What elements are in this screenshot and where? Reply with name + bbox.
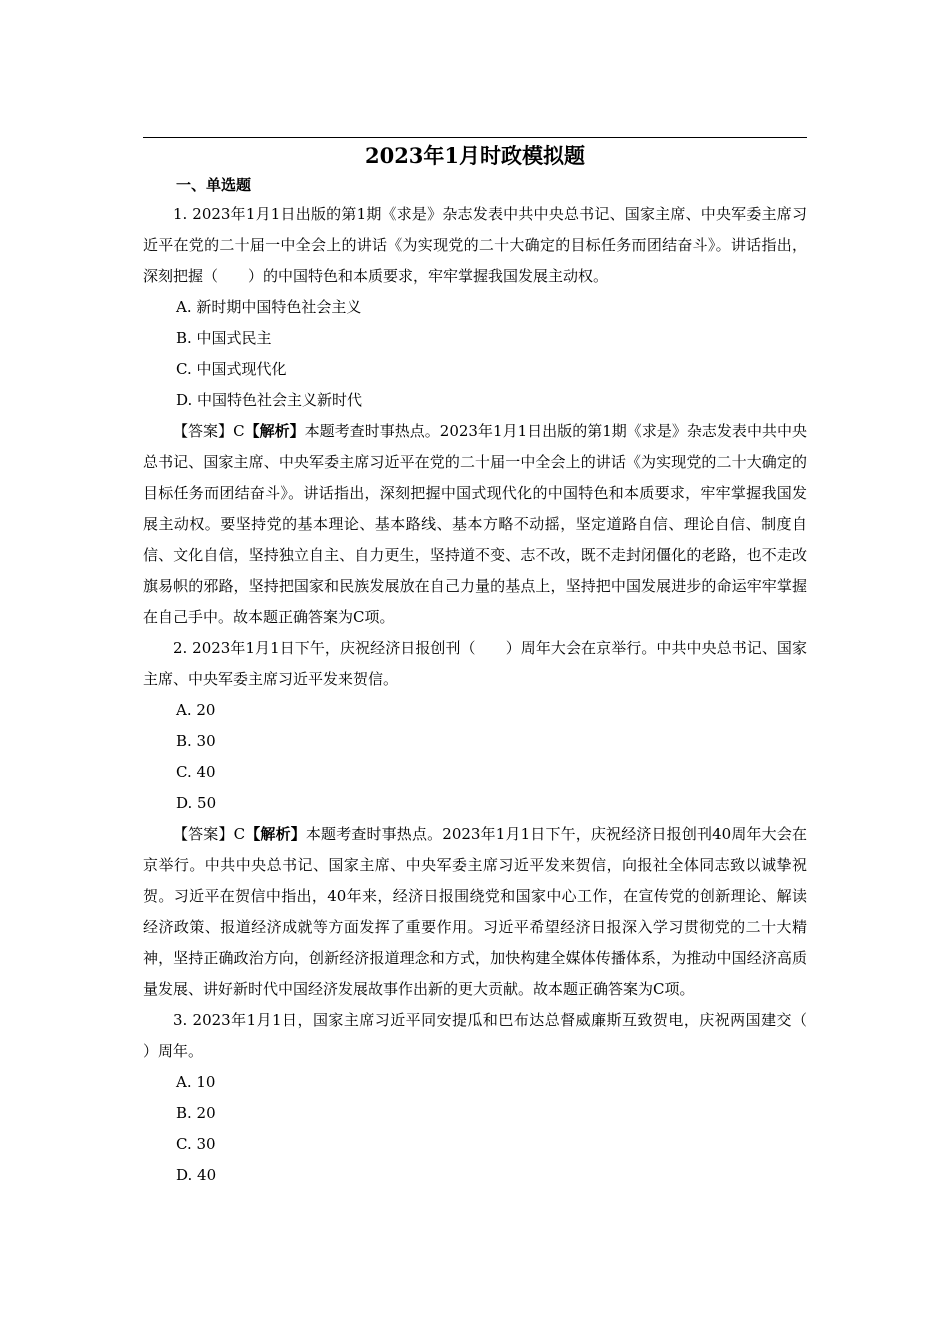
- question-1-option-c: C. 中国式现代化: [176, 360, 287, 378]
- question-3-stem: 3. 2023年1月1日，国家主席习近平同安提瓜和巴布达总督威廉斯互致贺电，庆祝两国建交（ ）周年。: [143, 1011, 838, 1060]
- analysis-text: 本题考查时事热点。2023年1月1日下午，庆祝经济日报创刊40周年大会在京举行。中共中央总书记、国家主席、中央军委主席习近平发来贺信，向报社全体同志致以诚挚祝贺。习近平在贺信中指出，40年来，经济日报围绕党和国家中心工作，在宣传党的创新理论、解读经济政策、报道经济成就等方面发挥了重要作用。习近平希望经济日报深入学习贯彻党的二十大精神，坚持正确政治方向，创新经济报道理念和方式，加快构建全媒体传播体系，为推动中国经济高质量发展、讲好新时代中国经济发展故事作出新的更大贡献。故本题正确答案为C项。: [143, 825, 807, 998]
- question-1-option-b: B. 中国式民主: [176, 329, 272, 347]
- question-1-stem: 1. 2023年1月1日出版的第1期《求是》杂志发表中共中央总书记、国家主席、中央军委主席习近平在党的二十届一中全会上的讲话《为实现党的二十大确定的目标任务而团结奋斗》。讲话指出，深刻把握（ ）的中国特色和本质要求，牢牢掌握我国发展主动权。: [143, 205, 807, 285]
- document-title: 2023年1月时政模拟题: [364, 143, 586, 168]
- answer-label: 【答案】: [173, 825, 234, 843]
- question-1-option-d: D. 中国特色社会主义新时代: [176, 391, 363, 409]
- question-3-option-d: D. 40: [176, 1166, 217, 1184]
- question-1-option-a: A. 新时期中国特色社会主义: [176, 298, 362, 316]
- question-3-option-c: C. 30: [176, 1135, 216, 1153]
- question-3-option-b: B. 20: [176, 1104, 216, 1122]
- question-3-option-a: A. 10: [176, 1073, 216, 1091]
- analysis-text: 本题考查时事热点。2023年1月1日出版的第1期《求是》杂志发表中共中央总书记、国家主席、中央军委主席习近平在党的二十届一中全会上的讲话《为实现党的二十大确定的目标任务而团结奋斗》。讲话指出，深刻把握中国式现代化的中国特色和本质要求，牢牢掌握我国发展主动权。要坚持党的基本理论、基本路线、基本方略不动摇，坚定道路自信、理论自信、制度自信、文化自信，坚持独立自主、自力更生，坚持道不变、志不改，既不走封闭僵化的老路，也不走改旗易帜的邪路，坚持把国家和民族发展放在自己力量的基点上，坚持把中国发展进步的命运牢牢掌握在自己手中。故本题正确答案为C项。: [143, 422, 807, 626]
- answer-label: 【答案】: [173, 422, 234, 440]
- analysis-label: 【解析】: [244, 422, 305, 440]
- answer-value: C: [233, 422, 245, 440]
- question-2-option-b: B. 30: [176, 732, 216, 750]
- question-1-answer: [143, 416, 807, 633]
- answer-value: C: [233, 825, 246, 843]
- document-body: [143, 142, 838, 1191]
- question-2-option-c: C. 40: [176, 763, 216, 781]
- header-rule: [143, 137, 807, 138]
- analysis-label: 【解析】: [245, 825, 306, 843]
- question-2-option-d: D. 50: [176, 794, 217, 812]
- question-2-stem: 2. 2023年1月1日下午，庆祝经济日报创刊（ ）周年大会在京举行。中共中央总书记、国家主席、中央军委主席习近平发来贺信。: [143, 639, 807, 688]
- question-2-answer: [143, 819, 807, 1005]
- question-2-option-a: A. 20: [176, 701, 216, 719]
- section-heading: 一、单选题: [176, 176, 252, 194]
